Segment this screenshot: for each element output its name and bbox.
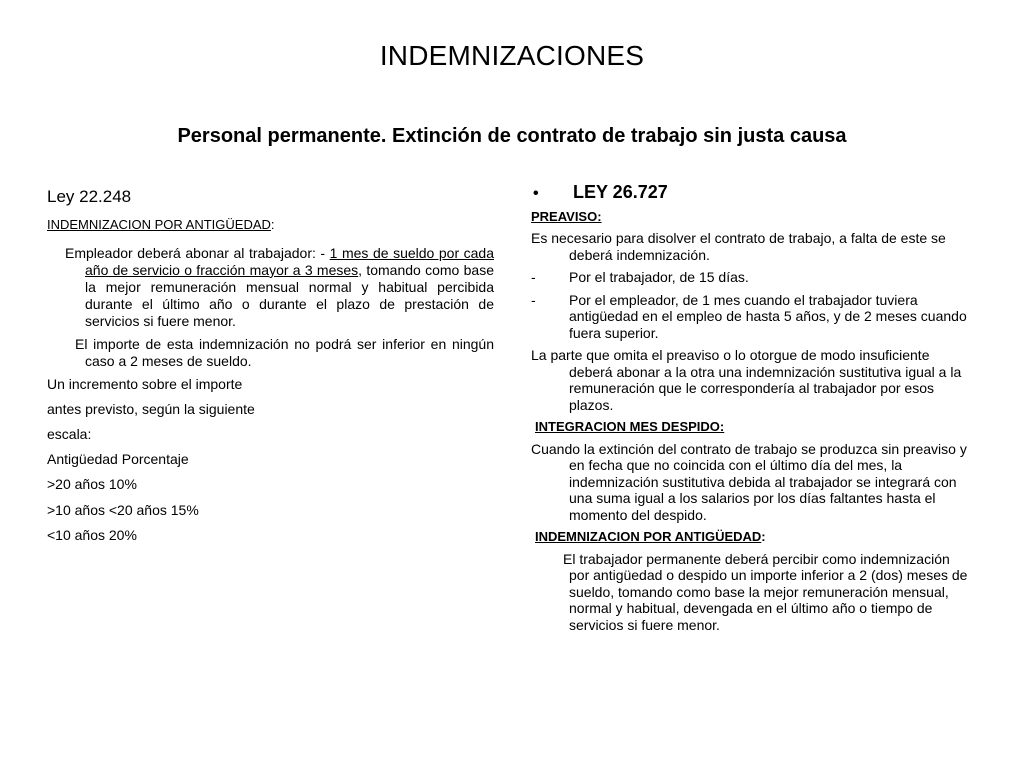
slide-title: INDEMNIZACIONES [379,40,645,71]
integracion-text: Cuando la extinción del contrato de trabajo se produzca sin preaviso y en fecha que no coincida con el último día del mes, la indemnización sustitutiva debida al trabajador se integrará con una suma igual a los salarios por los días faltantes hasta el momento del despido. [531,440,967,523]
dash-marker: - [531,269,536,286]
right-law-heading [531,182,971,204]
antiguedad-heading-text: INDEMNIZACION POR ANTIGÜEDAD [535,529,762,545]
left-line: escala: [47,426,92,443]
left-line: >20 años 10% [47,476,137,493]
preaviso-item [531,292,971,342]
slide-subtitle: Personal permanente. Extinción de contrato de trabajo sin justa causa [177,125,847,147]
left-section-colon: : [270,216,275,232]
left-column [47,187,494,552]
right-law-label: LEY 26.727 [573,182,668,202]
left-section-label [47,217,494,233]
antiguedad-colon: : [761,529,766,545]
left-line: Un incremento sobre el importe [47,376,243,393]
omision-text: La parte que omita el preaviso o lo otorgue de modo insuficiente deberá abonar a la otra una indemnización sustitutiva igual a la remuneración que le correspondería al trabajador por esos plazos. [531,347,962,413]
left-law-heading: Ley 22.248 [47,187,132,206]
left-section-label-text: INDEMNIZACION POR ANTIGÜEDAD [47,216,271,232]
integracion-heading: INTEGRACION MES DESPIDO: [535,419,725,435]
bullet-icon: • [533,185,539,202]
left-line: <10 años 20% [47,526,137,543]
preaviso-item-text: Por el trabajador, de 15 días. [569,269,749,286]
left-line: >10 años <20 años 15% [47,501,199,518]
preaviso-item-text: Por el empleador, de 1 mes cuando el trabajador tuviera antigüedad en el empleo de hasta 5 años, y de 2 meses cuando fuera superior. [569,291,967,341]
antiguedad-heading [531,529,971,544]
preaviso-heading: PREAVISO: [531,208,602,224]
preaviso-text: Es necesario para disolver el contrato de trabajo, a falta de este se deberá indemnización. [531,230,946,263]
left-p1-underlined: 1 mes de sueldo por cada año de servicio o fracción mayor a 3 meses [85,244,495,278]
right-column [531,182,971,639]
left-line: Antigüedad Porcentaje [47,451,189,468]
left-paragraph-2: El importe de esta indemnización no podrá ser inferior en ningún caso a 2 meses de sueldo. [75,335,494,370]
preaviso-item [531,269,971,286]
left-line: antes previsto, según la siguiente [47,401,255,418]
left-paragraph-1 [47,245,494,330]
left-p1-rest: , tomando como base la mejor remuneración mensual normal y habitual percibida durante el último año o durante el plazo de prestación de servicios si fuere menor. [85,261,494,329]
antiguedad-text: El trabajador permanente deberá percibir como indemnización por antigüedad o despido un importe inferior a 2 (dos) meses de sueldo, tomando como base la mejor remuneración mensual, normal y habitual, devengada en el último año o tiempo de servicios si fuere menor. [563,550,968,633]
dash-marker: - [531,291,536,308]
left-p1-intro: Empleador deberá abonar al trabajador: - [65,244,330,261]
